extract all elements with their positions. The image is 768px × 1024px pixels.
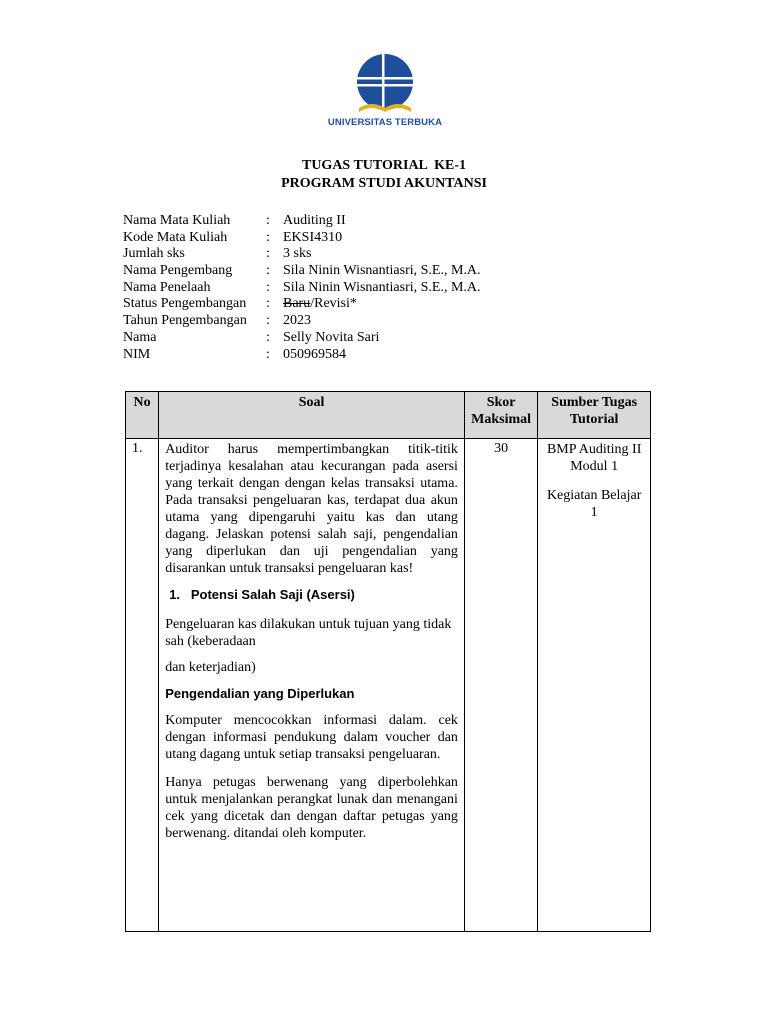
- info-row-name: [123, 330, 481, 347]
- info-row-course-code: [123, 230, 481, 247]
- university-name: UNIVERSITAS TERBUKA: [327, 117, 443, 128]
- document-title: TUGAS TUTORIAL KE-1: [301, 158, 467, 173]
- info-value: Selly Novita Sari: [283, 329, 380, 345]
- info-label: Jumlah sks: [123, 246, 185, 262]
- program-title: PROGRAM STUDI AKUNTANSI: [281, 176, 487, 191]
- info-value: 2023: [283, 313, 311, 329]
- info-colon: :: [266, 246, 270, 262]
- info-colon: :: [266, 213, 270, 228]
- header-soal: Soal: [159, 392, 465, 439]
- info-label: Nama Pengembang: [123, 263, 233, 279]
- info-value: 3 sks: [283, 246, 312, 262]
- source-module: BMP Auditing II Modul 1: [546, 442, 642, 474]
- info-colon: :: [266, 229, 270, 245]
- info-colon: :: [266, 296, 270, 312]
- info-colon: :: [266, 329, 270, 345]
- student-info-block: [123, 213, 481, 363]
- info-row-year: [123, 313, 481, 330]
- answer-paragraph: Hanya petugas berwenang yang diperbolehkan untuk menjalankan perangkat lunak dan menangani cek yang dicetak dan dengan daftar petugas yang berwenang. ditandai oleh komputer.: [165, 775, 458, 841]
- info-row-developer: [123, 263, 481, 280]
- info-colon: :: [266, 313, 270, 329]
- info-value: /Revisi*: [310, 296, 357, 312]
- info-value: Sila Ninin Wisnantiasri, S.E., M.A.: [283, 279, 481, 295]
- info-value: Auditing II: [283, 213, 346, 228]
- info-row-course: [123, 213, 481, 230]
- info-colon: :: [266, 279, 270, 295]
- info-label: Tahun Pengembangan: [123, 313, 247, 329]
- info-colon: :: [266, 263, 270, 279]
- max-score: 30: [464, 439, 537, 932]
- info-colon: :: [266, 346, 270, 362]
- source-cell: [538, 439, 651, 932]
- info-label: Nama Penelaah: [123, 279, 211, 295]
- table-row: [126, 439, 651, 932]
- section-heading-misstatement: 1. Potensi Salah Saji (Asersi): [169, 587, 355, 602]
- header-skor: Skor Maksimal: [464, 392, 537, 439]
- answer-paragraph: dan keterjadian): [165, 660, 256, 675]
- source-activity: Kegiatan Belajar 1: [546, 488, 642, 520]
- question-text: Auditor harus mempertimbangkan titik-titik terjadinya kesalahan atau kecurangan pada asersi yang terkait dengan dengan kelas transaksi utama. Pada transaksi pengeluaran kas, terdapat dua akun utama yang dipengaruhi yaitu kas dan utang dagang. Jelaskan potensi salah saji, pengendalian yang diperlukan dan uji pengendalian yang disarankan untuk transaksi pengeluaran kas!: [165, 442, 458, 576]
- info-label: Status Pengembangan: [123, 296, 247, 312]
- answer-paragraph: Pengeluaran kas dilakukan untuk tujuan yang tidak sah (keberadaan: [165, 617, 452, 649]
- info-value: 050969584: [283, 346, 346, 362]
- assignment-table: [125, 391, 651, 932]
- answer-paragraph: Komputer mencocokkan informasi dalam. cek dengan informasi pendukung dalam voucher dan utang dagang untuk setiap transaksi pengeluaran.: [165, 713, 458, 762]
- info-row-nim: [123, 347, 481, 364]
- info-row-status: [123, 296, 481, 313]
- info-row-credits: [123, 246, 481, 263]
- table-header-row: [126, 392, 651, 439]
- header-no: No: [126, 392, 159, 439]
- row-number: 1.: [126, 439, 159, 932]
- section-heading-controls: Pengendalian yang Diperlukan: [165, 686, 355, 701]
- info-value-struck: Baru: [283, 296, 311, 312]
- info-label: NIM: [123, 346, 151, 362]
- header-sumber: Sumber Tugas Tutorial: [538, 392, 651, 439]
- info-label: Nama Mata Kuliah: [123, 213, 231, 228]
- info-label: Kode Mata Kuliah: [123, 229, 228, 245]
- question-cell: [159, 439, 465, 932]
- info-value: Sila Ninin Wisnantiasri, S.E., M.A.: [283, 263, 481, 279]
- info-label: Nama: [123, 329, 157, 345]
- info-row-reviewer: [123, 280, 481, 297]
- info-value: EKSI4310: [283, 229, 343, 245]
